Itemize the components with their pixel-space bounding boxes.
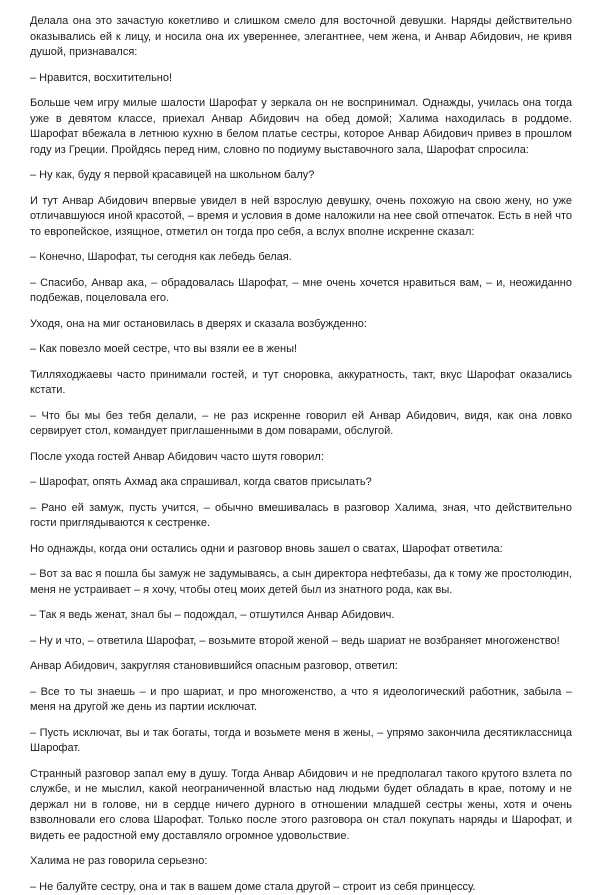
paragraph-7: – Спасибо, Анвар ака, – обрадовалась Шарофат, – мне очень хочется нравиться вам, – и, неожиданно подбежав, поцеловала его.: [30, 276, 572, 307]
paragraph-6: – Конечно, Шарофат, ты сегодня как лебедь белая.: [30, 250, 572, 266]
paragraph-24: – Не балуйте сестру, она и так в вашем доме стала другой – строит из себя принцессу.: [30, 880, 572, 895]
paragraph-16: – Вот за вас я пошла бы замуж не задумываясь, а сын директора нефтебазы, да к тому же простолюдин, меня не устраивает – я хочу, чтобы отец моих детей был из знатного рода, как вы.: [30, 567, 572, 598]
paragraph-20: – Все то ты знаешь – и про шариат, и про многоженство, а что я идеологический работник, забыла – меня на другой же день из партии исключат.: [30, 685, 572, 716]
paragraph-3: Больше чем игру милые шалости Шарофат у зеркала он не воспринимал. Однажды, училась она тогда уже в девятом классе, приехал Анвар Абидович на обед домой; Халима находилась в роддоме. Шарофат вбежала в летнюю кухню в белом платье сестры, которое Анвар Абидович привез в прошлом году из Греции. Пройдясь перед ним, словно по подиуму выставочного зала, Шарофат спросила:: [30, 96, 572, 158]
paragraph-17: – Так я ведь женат, знал бы – подождал, – отшутился Анвар Абидович.: [30, 608, 572, 624]
paragraph-19: Анвар Абидович, закругляя становившийся опасным разговор, ответил:: [30, 659, 572, 675]
paragraph-9: – Как повезло моей сестре, что вы взяли ее в жены!: [30, 342, 572, 358]
document-page: [30, 14, 572, 895]
paragraph-23: Халима не раз говорила серьезно:: [30, 854, 572, 870]
paragraph-4: – Ну как, буду я первой красавицей на школьном балу?: [30, 168, 572, 184]
paragraph-8: Уходя, она на миг остановилась в дверях и сказала возбужденно:: [30, 317, 572, 333]
paragraph-1: Делала она это зачастую кокетливо и слишком смело для восточной девушки. Наряды действительно оказывались ей к лицу, и носила она их увереннее, элегантнее, чем жена, и Анвар Абидович, не кривя душой, признавался:: [30, 14, 572, 61]
paragraph-10: Тилляходжаевы часто принимали гостей, и тут сноровка, аккуратность, такт, вкус Шарофат оказались кстати.: [30, 368, 572, 399]
paragraph-14: – Рано ей замуж, пусть учится, – обычно вмешивалась в разговор Халима, зная, что действительно гости приглядываются к сестренке.: [30, 501, 572, 532]
paragraph-5: И тут Анвар Абидович впервые увидел в ней взрослую девушку, очень похожую на свою жену, но уже отличавшуюся иной красотой, – время и условия в доме наложили на нее свой отпечаток. Есть в ней что то европейское, изящное, отметил он тогда про себя, а вслух вполне искренне сказал:: [30, 194, 572, 241]
paragraph-15: Но однажды, когда они остались одни и разговор вновь зашел о сватах, Шарофат ответила:: [30, 542, 572, 558]
paragraph-11: – Что бы мы без тебя делали, – не раз искренне говорил ей Анвар Абидович, видя, как она ловко сервирует стол, командует приглашенными в дом поварами, обслугой.: [30, 409, 572, 440]
paragraph-18: – Ну и что, – ответила Шарофат, – возьмите второй женой – ведь шариат не возбраняет многоженство!: [30, 634, 572, 650]
paragraph-2: – Нравится, восхитительно!: [30, 71, 572, 87]
paragraph-13: – Шарофат, опять Ахмад ака спрашивал, когда сватов присылать?: [30, 475, 572, 491]
paragraph-22: Странный разговор запал ему в душу. Тогда Анвар Абидович и не предполагал такого крутого взлета по службе, и не мыслил, какой неограниченной властью над людьми будет обладать в крае, потому и не держал ни в голове, ни в сердце ничего дурного в отношении младшей сестры жены, хотя и очень взволновали его слова Шарофат. Только после этого разговора он стал покупать наряды и Шарофат, и видеть ее радостной ему доставляло огромное удовольствие.: [30, 767, 572, 845]
paragraph-21: – Пусть исключат, вы и так богаты, тогда и возьмете меня в жены, – упрямо закончила десятиклассница Шарофат.: [30, 726, 572, 757]
paragraph-12: После ухода гостей Анвар Абидович часто шутя говорил:: [30, 450, 572, 466]
